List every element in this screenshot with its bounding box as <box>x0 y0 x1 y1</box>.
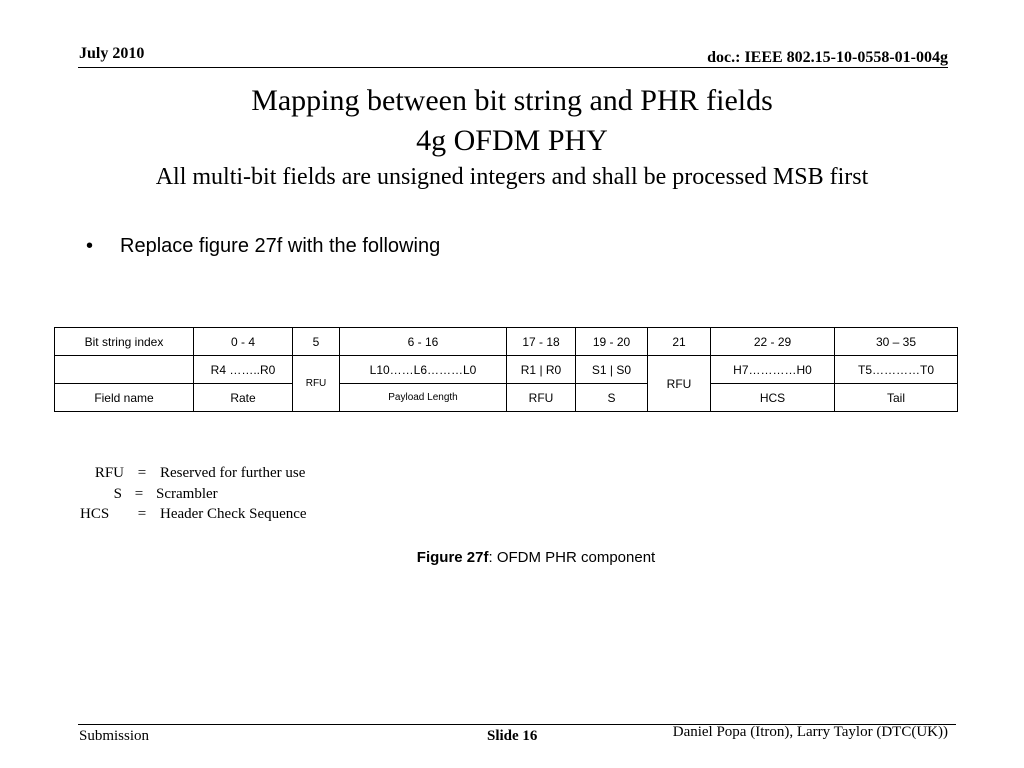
footer-slide-number: Slide 16 <box>487 728 538 744</box>
header-date: July 2010 <box>79 45 145 62</box>
table-cell: 21 <box>648 328 711 356</box>
table-cell: HCS <box>711 384 835 412</box>
legend-desc: Reserved for further use <box>160 465 306 481</box>
header-doc-id: doc.: IEEE 802.15-10-0558-01-004g <box>707 49 948 66</box>
table-cell-rfu: RFU <box>293 356 340 412</box>
phr-field-table <box>54 327 958 412</box>
legend-item <box>70 484 307 505</box>
table-cell: Bit string index <box>55 328 194 356</box>
table-row <box>55 384 958 412</box>
table-cell: R1 | R0 <box>507 356 576 384</box>
figure-caption-text: : OFDM PHR component <box>488 549 656 566</box>
table-cell: Payload Length <box>340 384 507 412</box>
table-cell: Rate <box>194 384 293 412</box>
table-cell: 5 <box>293 328 340 356</box>
table-cell <box>55 356 194 384</box>
legend-item <box>70 504 307 525</box>
bullet-text: Replace figure 27f with the following <box>120 235 441 257</box>
table-cell: R4 ……..R0 <box>194 356 293 384</box>
table-cell: 17 - 18 <box>507 328 576 356</box>
table-cell: RFU <box>507 384 576 412</box>
table-cell: 6 - 16 <box>340 328 507 356</box>
table-cell: Field name <box>55 384 194 412</box>
footer-author: Daniel Popa (Itron), Larry Taylor (DTC(UK)) <box>672 724 948 740</box>
legend-abbr: RFU <box>94 465 124 481</box>
legend-item <box>70 463 307 484</box>
table-cell: L10……L6………L0 <box>340 356 507 384</box>
legend-desc: Scrambler <box>156 485 218 502</box>
figure-caption-label: Figure 27f <box>416 549 489 566</box>
table-cell: 30 – 35 <box>835 328 958 356</box>
bullet-icon: • <box>86 235 94 257</box>
table-cell: S1 | S0 <box>576 356 648 384</box>
slide-title: Mapping between bit string and PHR fields <box>251 84 773 117</box>
legend-eq: = <box>137 506 147 522</box>
legend-eq: = <box>134 485 144 502</box>
footer-submission: Submission <box>79 728 150 744</box>
table-row <box>55 328 958 356</box>
legend-eq: = <box>137 465 147 481</box>
slide-subtitle: All multi-bit fields are unsigned integers and shall be processed MSB first <box>155 164 869 190</box>
table-cell: S <box>576 384 648 412</box>
legend-abbr: S <box>113 485 122 502</box>
table-cell-rfu: RFU <box>648 356 711 412</box>
table-cell: T5…………T0 <box>835 356 958 384</box>
table-cell: 19 - 20 <box>576 328 648 356</box>
figure-caption <box>0 549 1024 566</box>
table-cell: H7…………H0 <box>711 356 835 384</box>
table-row <box>55 356 958 384</box>
legend-desc: Header Check Sequence <box>160 506 307 522</box>
legend <box>70 463 307 525</box>
table-cell: Tail <box>835 384 958 412</box>
legend-abbr: HCS <box>80 506 110 522</box>
bullet-item <box>86 235 440 258</box>
table-cell: 22 - 29 <box>711 328 835 356</box>
header-divider <box>78 67 948 68</box>
table-cell: 0 - 4 <box>194 328 293 356</box>
slide-title-line2: 4g OFDM PHY <box>416 124 608 157</box>
